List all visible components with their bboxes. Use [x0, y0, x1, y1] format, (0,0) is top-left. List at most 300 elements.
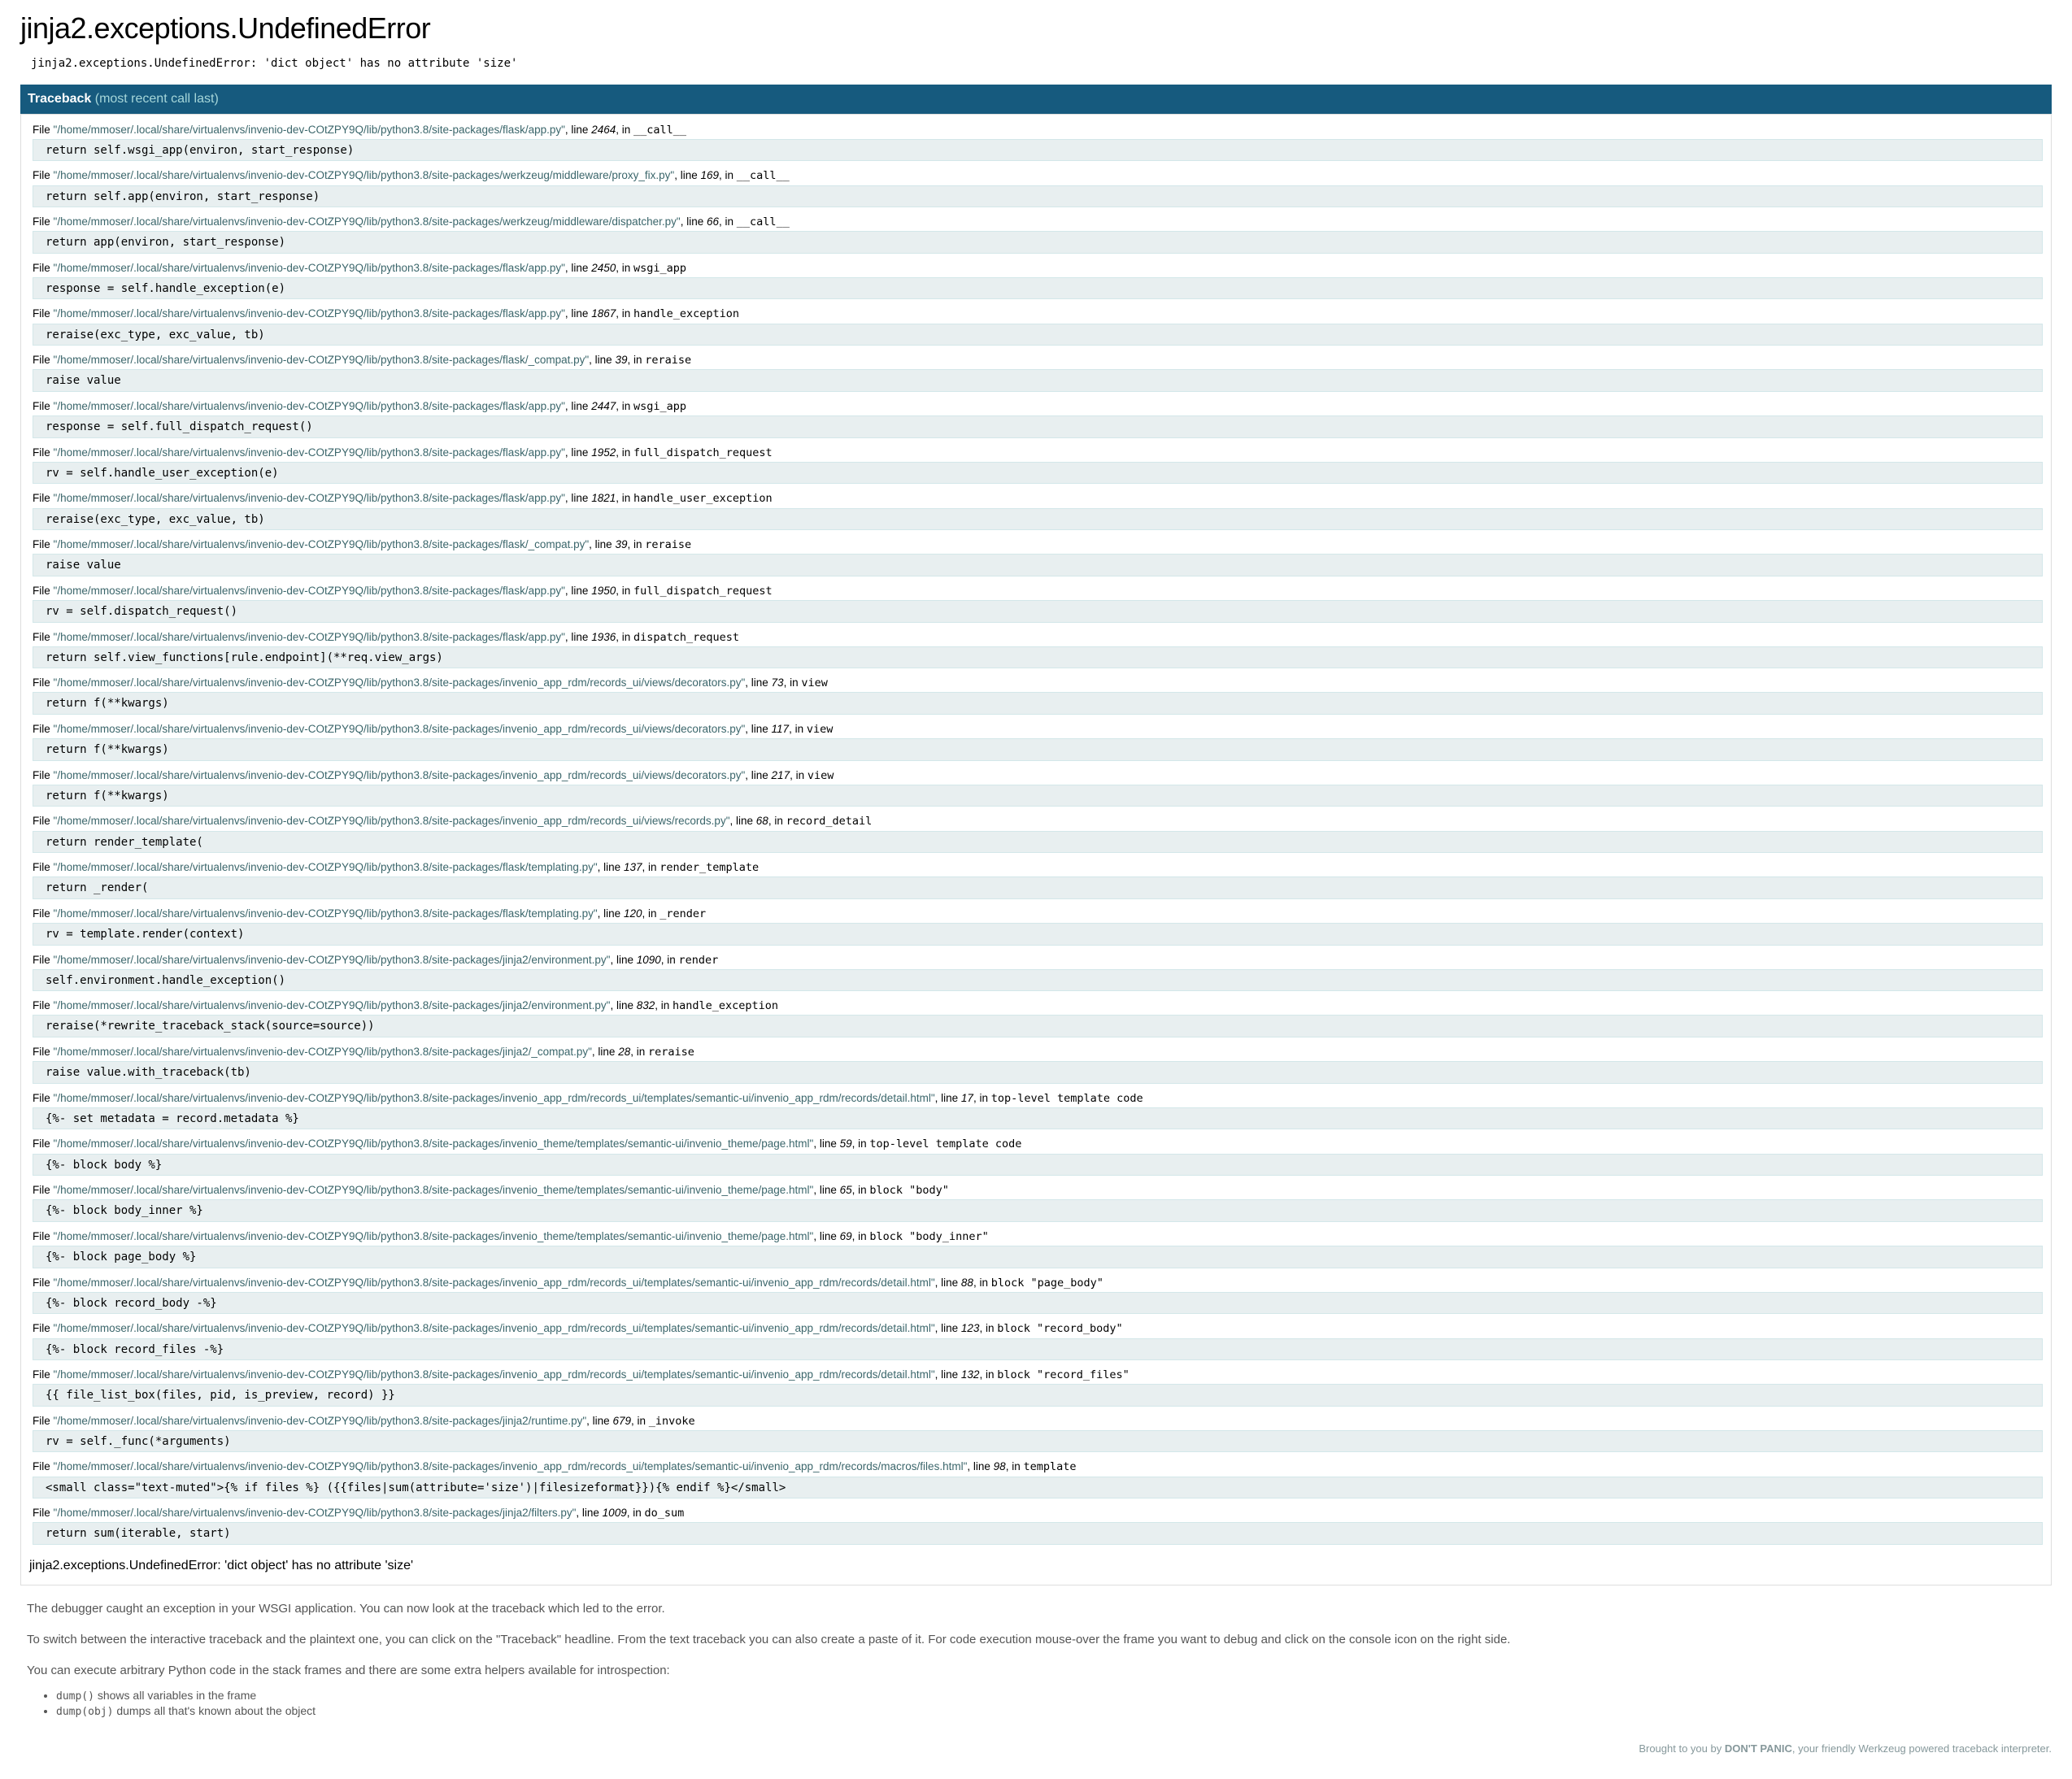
frame-file-path: " /home/mmoser/.local/share/virtualenvs/invenio-dev-COtZPY9Q/lib/python3.8/site-packages/invenio_app_rdm/records_ui/templates/semantic-ui/invenio_app_rdm/records/detail.html " [54, 1322, 935, 1334]
frame-in-label: , in [768, 815, 786, 828]
footer-brand: DON'T PANIC [1724, 1742, 1792, 1755]
frame-line-label: , line [680, 215, 707, 228]
frame-in-label: , in [851, 1184, 870, 1197]
frame-file-path: " /home/mmoser/.local/share/virtualenvs/invenio-dev-COtZPY9Q/lib/python3.8/site-packages/flask/app.py " [54, 585, 565, 597]
frame-line-label: , line [564, 584, 592, 597]
frame-in-label: , in [627, 538, 646, 551]
traceback-frame [33, 168, 2043, 207]
frame-file-label: File [33, 676, 54, 689]
frame-header [33, 399, 2043, 414]
frame-code-line[interactable]: return self.wsgi_app(environ, start_response) [33, 139, 2043, 162]
frame-function: block "body" [869, 1184, 949, 1198]
frame-header [33, 215, 2043, 229]
explanation-section [27, 1602, 2045, 1718]
traceback-frame [33, 907, 2043, 946]
frame-line-number: 69 [839, 1229, 852, 1242]
frame-line-number: 28 [618, 1045, 631, 1058]
frame-header [33, 307, 2043, 321]
frame-file-label: File [33, 861, 54, 874]
frame-function: handle_exception [633, 307, 740, 321]
frame-line-label: , line [745, 722, 772, 735]
frame-line-number: 2447 [591, 399, 616, 412]
frame-line-number: 2450 [591, 261, 616, 274]
frame-line-number: 1009 [602, 1507, 627, 1520]
frame-line-number: 2464 [591, 123, 616, 136]
frame-file-path: " /home/mmoser/.local/share/virtualenvs/invenio-dev-COtZPY9Q/lib/python3.8/site-packages/flask/_compat.py " [54, 354, 590, 366]
traceback-frame [33, 1045, 2043, 1084]
traceback-frame [33, 353, 2043, 392]
frame-header [33, 1091, 2043, 1106]
traceback-frame [33, 399, 2043, 438]
explanation-caught: The debugger caught an exception in your WSGI application. You can now look at the traceback which led to the error. [27, 1602, 665, 1616]
frame-function: _render [659, 907, 707, 920]
frame-function: block "body_inner" [869, 1229, 989, 1243]
frame-function: reraise [645, 354, 692, 368]
frame-file-path: " /home/mmoser/.local/share/virtualenvs/invenio-dev-COtZPY9Q/lib/python3.8/site-packages/flask/app.py " [54, 262, 565, 274]
frame-file-label: File [33, 169, 54, 182]
frame-line-label: , line [564, 630, 592, 643]
frame-file-label: File [33, 1229, 54, 1242]
frame-file-path: " /home/mmoser/.local/share/virtualenvs/invenio-dev-COtZPY9Q/lib/python3.8/site-packages/invenio_app_rdm/records_ui/views/decorators.py " [54, 723, 746, 735]
traceback-frame [33, 998, 2043, 1037]
frame-in-label: , in [616, 399, 633, 412]
frame-code-line[interactable]: return f(**kwargs) [33, 785, 2043, 807]
frame-line-label: , line [589, 354, 616, 367]
frame-line-label: , line [610, 953, 637, 966]
traceback-frame [33, 261, 2043, 300]
frame-file-path: " /home/mmoser/.local/share/virtualenvs/invenio-dev-COtZPY9Q/lib/python3.8/site-packages/jinja2/filters.py " [54, 1507, 577, 1519]
frame-in-label: , in [719, 169, 737, 182]
frame-code-line[interactable]: {%- block body %} [33, 1154, 2043, 1177]
frame-in-label: , in [616, 307, 633, 320]
frame-file-path: " /home/mmoser/.local/share/virtualenvs/invenio-dev-COtZPY9Q/lib/python3.8/site-packages/flask/templating.py " [54, 861, 598, 873]
frame-line-number: 679 [612, 1414, 631, 1427]
frame-file-label: File [33, 1276, 54, 1289]
frame-header [33, 168, 2043, 183]
traceback-frame-list [29, 123, 2043, 1545]
frame-function: do_sum [644, 1507, 685, 1520]
frame-in-label: , in [790, 768, 807, 781]
frame-file-path: " /home/mmoser/.local/share/virtualenvs/invenio-dev-COtZPY9Q/lib/python3.8/site-packages/flask/app.py " [54, 307, 565, 320]
frame-file-path: " /home/mmoser/.local/share/virtualenvs/invenio-dev-COtZPY9Q/lib/python3.8/site-packages/invenio_app_rdm/records_ui/views/decorators.py " [54, 676, 746, 689]
traceback-frame [33, 768, 2043, 807]
frame-code-line[interactable]: return render_template( [33, 831, 2043, 854]
frame-file-label: File [33, 1137, 54, 1150]
frame-line-label: , line [813, 1137, 840, 1150]
traceback-frame [33, 1506, 2043, 1545]
helper-code-dump: dump() [56, 1690, 94, 1703]
frame-file-label: File [33, 1184, 54, 1197]
frame-code-line[interactable]: {%- block record_files -%} [33, 1338, 2043, 1361]
frame-code-line[interactable]: return sum(iterable, start) [33, 1522, 2043, 1545]
frame-line-number: 98 [993, 1460, 1006, 1473]
frame-function: block "record_files" [997, 1368, 1130, 1381]
frame-line-number: 68 [755, 815, 768, 828]
frame-file-label: File [33, 584, 54, 597]
traceback-frame [33, 123, 2043, 162]
frame-function: __call__ [736, 169, 790, 183]
frame-header [33, 1137, 2043, 1151]
frame-in-label: , in [616, 492, 633, 505]
frame-file-label: File [33, 1414, 54, 1427]
frame-function: block "page_body" [990, 1276, 1103, 1290]
frame-file-label: File [33, 1460, 54, 1473]
frame-header [33, 1045, 2043, 1059]
frame-line-number: 1950 [591, 584, 616, 597]
frame-file-label: File [33, 215, 54, 228]
frame-function: top-level template code [990, 1091, 1143, 1105]
traceback-frame [33, 446, 2043, 485]
frame-function: full_dispatch_request [633, 584, 773, 598]
frame-file-label: File [33, 399, 54, 412]
frame-line-number: 137 [623, 861, 642, 874]
frame-in-label: , in [627, 354, 646, 367]
frame-header [33, 630, 2043, 645]
frame-in-label: , in [616, 261, 633, 274]
frame-code-line[interactable]: response = self.full_dispatch_request() [33, 415, 2043, 438]
frame-file-path: " /home/mmoser/.local/share/virtualenvs/invenio-dev-COtZPY9Q/lib/python3.8/site-packages/invenio_app_rdm/records_ui/templates/semantic-ui/invenio_app_rdm/records/detail.html " [54, 1092, 935, 1104]
traceback-frame [33, 814, 2043, 853]
frame-file-path: " /home/mmoser/.local/share/virtualenvs/invenio-dev-COtZPY9Q/lib/python3.8/site-packages/flask/app.py " [54, 492, 565, 504]
frame-in-label: , in [851, 1229, 870, 1242]
frame-header [33, 537, 2043, 552]
frame-line-number: 17 [960, 1091, 973, 1104]
frame-line-label: , line [564, 307, 592, 320]
frame-header [33, 1368, 2043, 1382]
frame-file-label: File [33, 538, 54, 551]
frame-file-path: " /home/mmoser/.local/share/virtualenvs/invenio-dev-COtZPY9Q/lib/python3.8/site-packages/flask/app.py " [54, 446, 565, 459]
frame-header [33, 998, 2043, 1013]
frame-in-label: , in [973, 1091, 991, 1104]
frame-header [33, 446, 2043, 460]
frame-line-number: 169 [700, 169, 720, 182]
footer-prefix: Brought to you by [1639, 1742, 1725, 1755]
frame-in-label: , in [626, 1507, 645, 1520]
frame-file-label: File [33, 492, 54, 505]
frame-line-number: 832 [636, 999, 655, 1012]
traceback-frame [33, 1183, 2043, 1222]
frame-line-label: , line [745, 676, 772, 689]
frame-header [33, 123, 2043, 137]
helper-code-dump-obj: dump(obj) [56, 1706, 114, 1719]
frame-in-label: , in [783, 676, 802, 689]
frame-code-line[interactable]: {%- block body_inner %} [33, 1199, 2043, 1222]
frame-line-label: , line [597, 907, 624, 920]
frame-file-label: File [33, 630, 54, 643]
frame-file-path: " /home/mmoser/.local/share/virtualenvs/invenio-dev-COtZPY9Q/lib/python3.8/site-packages/jinja2/environment.py " [54, 999, 611, 1011]
frame-in-label: , in [642, 861, 660, 874]
frame-code-line[interactable]: return self.app(environ, start_response) [33, 185, 2043, 208]
frame-file-label: File [33, 1368, 54, 1381]
frame-line-label: , line [576, 1507, 603, 1520]
frame-line-label: , line [934, 1368, 961, 1381]
frame-in-label: , in [789, 722, 807, 735]
frame-file-path: " /home/mmoser/.local/share/virtualenvs/invenio-dev-COtZPY9Q/lib/python3.8/site-packages/flask/templating.py " [54, 907, 598, 920]
frame-header [33, 768, 2043, 783]
frame-file-label: File [33, 307, 54, 320]
frame-line-label: , line [564, 399, 592, 412]
frame-in-label: , in [616, 123, 633, 136]
frame-line-number: 1821 [591, 492, 616, 505]
frame-code-line[interactable]: {%- set metadata = record.metadata %} [33, 1107, 2043, 1130]
frame-in-label: , in [642, 907, 660, 920]
frame-file-label: File [33, 1507, 54, 1520]
frame-code-line[interactable]: rv = template.render(context) [33, 923, 2043, 946]
frame-function: view [807, 768, 834, 782]
frame-line-number: 132 [960, 1368, 980, 1381]
helper-item-dump [56, 1689, 2045, 1703]
traceback-frame [33, 676, 2043, 715]
frame-line-number: 65 [839, 1184, 852, 1197]
frame-in-label: , in [630, 1414, 649, 1427]
frame-code-line[interactable]: return self.view_functions[rule.endpoint](**req.view_args) [33, 646, 2043, 669]
traceback-headline-note: (most recent call last) [94, 91, 219, 106]
frame-function: _invoke [648, 1414, 695, 1428]
frame-file-path: " /home/mmoser/.local/share/virtualenvs/invenio-dev-COtZPY9Q/lib/python3.8/site-packages/flask/app.py " [54, 400, 565, 412]
traceback-frame [33, 1414, 2043, 1453]
frame-line-number: 117 [771, 722, 790, 735]
frame-in-label: , in [719, 215, 737, 228]
traceback-frame [33, 584, 2043, 623]
traceback-headline[interactable] [20, 85, 2052, 114]
frame-file-path: " /home/mmoser/.local/share/virtualenvs/invenio-dev-COtZPY9Q/lib/python3.8/site-packages/invenio_app_rdm/records_ui/views/decorators.py " [54, 769, 746, 781]
frame-file-path: " /home/mmoser/.local/share/virtualenvs/invenio-dev-COtZPY9Q/lib/python3.8/site-packages/flask/app.py " [54, 631, 565, 643]
frame-function: __call__ [736, 215, 790, 229]
explanation-helpers-intro: You can execute arbitrary Python code in the stack frames and there are some extra helpers available for introspection: [27, 1664, 670, 1678]
frame-file-path: " /home/mmoser/.local/share/virtualenvs/invenio-dev-COtZPY9Q/lib/python3.8/site-packages/invenio_app_rdm/records_ui/templates/semantic-ui/invenio_app_rdm/records/macros/files.html " [54, 1460, 968, 1472]
frame-line-number: 73 [771, 676, 784, 689]
frame-function: dispatch_request [633, 630, 740, 644]
frame-function: template [1023, 1460, 1077, 1474]
frame-file-path: " /home/mmoser/.local/share/virtualenvs/invenio-dev-COtZPY9Q/lib/python3.8/site-packages/invenio_theme/templates/semantic-ui/invenio_theme/page.html " [54, 1137, 814, 1150]
frame-line-label: , line [745, 768, 772, 781]
frame-code-line[interactable]: return _render( [33, 876, 2043, 899]
helper-list [27, 1689, 2045, 1718]
frame-file-label: File [33, 123, 54, 136]
frame-file-label: File [33, 1322, 54, 1335]
traceback-frame [33, 1276, 2043, 1315]
frame-file-path: " /home/mmoser/.local/share/virtualenvs/invenio-dev-COtZPY9Q/lib/python3.8/site-packages/werkzeug/middleware/proxy_fix.py " [54, 169, 675, 181]
frame-line-label: , line [813, 1184, 840, 1197]
frame-file-label: File [33, 999, 54, 1012]
frame-header [33, 584, 2043, 598]
traceback-frame [33, 1321, 2043, 1360]
frame-line-label: , line [589, 538, 616, 551]
frame-file-path: " /home/mmoser/.local/share/virtualenvs/invenio-dev-COtZPY9Q/lib/python3.8/site-packages/invenio_theme/templates/semantic-ui/invenio_theme/page.html " [54, 1230, 814, 1242]
final-error-message: jinja2.exceptions.UndefinedError: 'dict object' has no attribute 'size' [29, 1559, 414, 1573]
frame-file-path: " /home/mmoser/.local/share/virtualenvs/invenio-dev-COtZPY9Q/lib/python3.8/site-packages/invenio_theme/templates/semantic-ui/invenio_theme/page.html " [54, 1184, 814, 1196]
frame-function: top-level template code [869, 1137, 1022, 1151]
footer [20, 1742, 2052, 1755]
frame-function: render [678, 953, 719, 967]
frame-in-label: , in [973, 1276, 991, 1289]
frame-line-label: , line [610, 999, 637, 1012]
frame-in-label: , in [630, 1045, 648, 1058]
frame-line-label: , line [934, 1276, 961, 1289]
frame-file-path: " /home/mmoser/.local/share/virtualenvs/invenio-dev-COtZPY9Q/lib/python3.8/site-packages/jinja2/environment.py " [54, 954, 611, 966]
traceback-frame [33, 630, 2043, 669]
traceback-frame [33, 722, 2043, 761]
frame-file-label: File [33, 1045, 54, 1058]
frame-line-number: 120 [623, 907, 642, 920]
frame-code-line[interactable]: return f(**kwargs) [33, 692, 2043, 715]
traceback-frame [33, 1459, 2043, 1498]
traceback-frame [33, 953, 2043, 992]
frame-header [33, 1414, 2043, 1429]
frame-function: wsgi_app [633, 399, 687, 413]
frame-line-number: 1867 [591, 307, 616, 320]
frame-header [33, 1183, 2043, 1198]
frame-line-label: , line [934, 1091, 961, 1104]
frame-code-line[interactable]: rv = self.handle_user_exception(e) [33, 462, 2043, 485]
frame-function: reraise [645, 538, 692, 552]
frame-function: reraise [648, 1045, 694, 1059]
frame-header [33, 1459, 2043, 1474]
frame-header [33, 814, 2043, 829]
frame-file-label: File [33, 815, 54, 828]
traceback-frame [33, 1137, 2043, 1176]
frame-line-label: , line [591, 1045, 619, 1058]
frame-code-line[interactable]: raise value.with_traceback(tb) [33, 1061, 2043, 1084]
frame-file-path: " /home/mmoser/.local/share/virtualenvs/invenio-dev-COtZPY9Q/lib/python3.8/site-packages/jinja2/runtime.py " [54, 1415, 587, 1427]
frame-in-label: , in [851, 1137, 870, 1150]
frame-header [33, 1276, 2043, 1290]
frame-function: view [801, 676, 828, 690]
traceback-box [20, 114, 2052, 1586]
frame-header [33, 676, 2043, 690]
frame-file-path: " /home/mmoser/.local/share/virtualenvs/invenio-dev-COtZPY9Q/lib/python3.8/site-packages/invenio_app_rdm/records_ui/templates/semantic-ui/invenio_app_rdm/records/detail.html " [54, 1368, 935, 1381]
traceback-frame [33, 1229, 2043, 1268]
frame-line-label: , line [674, 169, 701, 182]
frame-file-path: " /home/mmoser/.local/share/virtualenvs/invenio-dev-COtZPY9Q/lib/python3.8/site-packages/flask/app.py " [54, 124, 565, 136]
frame-line-number: 59 [839, 1137, 852, 1150]
frame-file-label: File [33, 768, 54, 781]
frame-function: block "record_body" [997, 1322, 1123, 1336]
frame-file-label: File [33, 953, 54, 966]
frame-line-label: , line [813, 1229, 840, 1242]
explanation-switch: To switch between the interactive traceback and the plaintext one, you can click on the "Traceback" headline. From the text traceback you can also create a paste of it. For code execution mouse-over the frame you want to debug and click on the console icon on the right side. [27, 1633, 1511, 1647]
frame-line-label: , line [729, 815, 756, 828]
frame-line-label: , line [586, 1414, 613, 1427]
frame-in-label: , in [979, 1322, 998, 1335]
frame-file-path: " /home/mmoser/.local/share/virtualenvs/invenio-dev-COtZPY9Q/lib/python3.8/site-packages/werkzeug/middleware/dispatcher.py " [54, 215, 681, 228]
frame-line-label: , line [564, 446, 592, 459]
frame-in-label: , in [655, 999, 673, 1012]
frame-code-line[interactable]: {%- block record_body -%} [33, 1292, 2043, 1315]
frame-line-label: , line [597, 861, 624, 874]
frame-in-label: , in [616, 446, 633, 459]
frame-file-label: File [33, 1091, 54, 1104]
traceback-frame [33, 537, 2043, 576]
frame-in-label: , in [616, 584, 633, 597]
frame-function: render_template [659, 861, 760, 875]
frame-line-number: 1936 [591, 630, 616, 643]
frame-function: record_detail [786, 815, 873, 829]
frame-header [33, 261, 2043, 276]
footer-suffix: , your friendly Werkzeug powered traceback interpreter. [1791, 1742, 2052, 1755]
frame-line-label: , line [564, 261, 592, 274]
exception-detail [20, 57, 2052, 70]
frame-code-line[interactable]: rv = self._func(*arguments) [33, 1430, 2043, 1453]
frame-code-line[interactable]: self.environment.handle_exception() [33, 969, 2043, 992]
helper-text-dump-obj: dumps all that's known about the object [113, 1704, 316, 1718]
frame-code-line[interactable]: raise value [33, 554, 2043, 576]
traceback-frame [33, 491, 2043, 530]
frame-header [33, 722, 2043, 737]
traceback-frame [33, 215, 2043, 254]
frame-code-line[interactable]: raise value [33, 369, 2043, 392]
frame-code-line[interactable]: response = self.handle_exception(e) [33, 277, 2043, 300]
frame-code-line[interactable]: {{ file_list_box(files, pid, is_preview, record) }} [33, 1384, 2043, 1407]
frame-file-path: " /home/mmoser/.local/share/virtualenvs/invenio-dev-COtZPY9Q/lib/python3.8/site-packages/jinja2/_compat.py " [54, 1046, 592, 1058]
frame-file-label: File [33, 261, 54, 274]
frame-header [33, 860, 2043, 875]
frame-file-label: File [33, 722, 54, 735]
frame-line-number: 39 [615, 354, 628, 367]
frame-code-line[interactable]: reraise(exc_type, exc_value, tb) [33, 324, 2043, 346]
frame-header [33, 1506, 2043, 1520]
frame-file-path: " /home/mmoser/.local/share/virtualenvs/invenio-dev-COtZPY9Q/lib/python3.8/site-packages/invenio_app_rdm/records_ui/views/records.py " [54, 815, 730, 827]
frame-in-label: , in [1005, 1460, 1024, 1473]
frame-code-line[interactable]: return f(**kwargs) [33, 738, 2043, 761]
frame-function: wsgi_app [633, 261, 687, 275]
frame-line-number: 66 [707, 215, 720, 228]
page-title: jinja2.exceptions.UndefinedError [20, 11, 431, 45]
frame-file-label: File [33, 446, 54, 459]
frame-header [33, 1321, 2043, 1336]
frame-line-number: 1952 [591, 446, 616, 459]
frame-code-line[interactable]: reraise(exc_type, exc_value, tb) [33, 508, 2043, 531]
frame-in-label: , in [979, 1368, 998, 1381]
helper-text-dump: shows all variables in the frame [94, 1689, 257, 1703]
frame-line-number: 217 [771, 768, 790, 781]
frame-in-label: , in [616, 630, 633, 643]
frame-function: handle_exception [673, 999, 779, 1013]
frame-line-number: 1090 [636, 953, 661, 966]
exception-message: jinja2.exceptions.UndefinedError: 'dict object' has no attribute 'size' [31, 57, 518, 70]
frame-line-label: , line [934, 1322, 961, 1335]
frame-line-number: 88 [960, 1276, 973, 1289]
traceback-frame [33, 1091, 2043, 1130]
frame-code-line[interactable]: return app(environ, start_response) [33, 231, 2043, 254]
frame-header [33, 953, 2043, 968]
frame-function: handle_user_exception [633, 492, 773, 506]
frame-line-label: , line [564, 123, 592, 136]
frame-header [33, 907, 2043, 921]
frame-function: view [806, 722, 834, 736]
frame-in-label: , in [660, 953, 679, 966]
frame-line-number: 39 [615, 538, 628, 551]
frame-function: __call__ [633, 123, 687, 137]
frame-line-label: , line [564, 492, 592, 505]
frame-code-line[interactable]: rv = self.dispatch_request() [33, 600, 2043, 623]
helper-item-dump-obj [56, 1704, 2045, 1718]
frame-file-label: File [33, 907, 54, 920]
frame-line-label: , line [967, 1460, 994, 1473]
frame-code-line[interactable]: <small class="text-muted">{% if files %} ({{files|sum(attribute='size')|filesizeformat}}){% endif %}</small> [33, 1477, 2043, 1499]
frame-file-label: File [33, 354, 54, 367]
frame-header [33, 491, 2043, 506]
traceback-headline-label: Traceback [28, 91, 92, 106]
frame-header [33, 1229, 2043, 1244]
frame-file-path: " /home/mmoser/.local/share/virtualenvs/invenio-dev-COtZPY9Q/lib/python3.8/site-packages/invenio_app_rdm/records_ui/templates/semantic-ui/invenio_app_rdm/records/detail.html " [54, 1277, 935, 1289]
frame-file-path: " /home/mmoser/.local/share/virtualenvs/invenio-dev-COtZPY9Q/lib/python3.8/site-packages/flask/_compat.py " [54, 538, 590, 550]
traceback-frame [33, 860, 2043, 899]
frame-header [33, 353, 2043, 368]
frame-code-line[interactable]: reraise(*rewrite_traceback_stack(source=source)) [33, 1015, 2043, 1037]
frame-function: full_dispatch_request [633, 446, 773, 459]
frame-code-line[interactable]: {%- block page_body %} [33, 1246, 2043, 1268]
